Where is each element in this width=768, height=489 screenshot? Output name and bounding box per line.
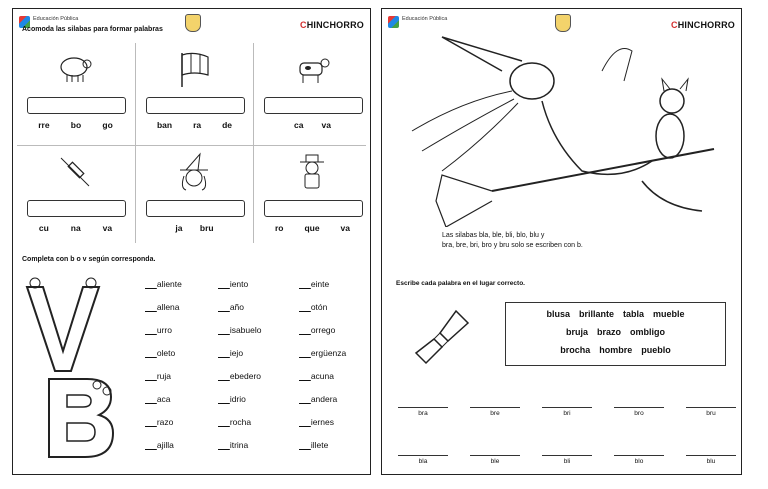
- fill-in-word[interactable]: [218, 440, 248, 450]
- word-ending: allena: [156, 302, 180, 312]
- witch-icon: [174, 152, 214, 192]
- cow-icon: [292, 49, 332, 89]
- word-ending: einte: [310, 279, 330, 289]
- word-ending: idrio: [229, 394, 246, 404]
- fill-in-word[interactable]: [145, 348, 175, 358]
- witch-on-broom-icon: [402, 31, 722, 227]
- crest-icon: [185, 14, 201, 32]
- word-bank-item: ombligo: [630, 327, 666, 337]
- answer-box[interactable]: [264, 97, 363, 114]
- syllable: ra: [193, 120, 202, 130]
- blank-line: [218, 279, 230, 289]
- word-ending: urro: [156, 325, 172, 335]
- syllable: va: [102, 223, 113, 233]
- fill-in-word[interactable]: [145, 371, 171, 381]
- word-ending: razo: [156, 417, 174, 427]
- syllable: ro: [274, 223, 284, 233]
- word-bank-item: tabla: [623, 309, 645, 319]
- syllable: cu: [38, 223, 49, 233]
- page-title: Acomoda las silabas para formar palabras: [22, 26, 163, 33]
- crest-icon: [555, 14, 571, 32]
- word-bank-item: brocha: [560, 345, 591, 355]
- logo: [19, 16, 78, 22]
- word-ending: oleto: [156, 348, 176, 358]
- blank-line: [299, 440, 311, 450]
- logo-text: Educación Pública: [33, 16, 79, 22]
- word-ending: itrina: [229, 440, 249, 450]
- word-ending: iejo: [229, 348, 244, 358]
- word-ending: aliente: [156, 279, 182, 289]
- word-bank-line: [506, 327, 725, 337]
- answer-line[interactable]: ble: [470, 455, 520, 465]
- worksheet-right: [381, 8, 742, 475]
- answer-box[interactable]: [27, 97, 126, 114]
- blank-line: [299, 394, 311, 404]
- syringe-icon: [55, 152, 95, 192]
- brand-name: [300, 20, 364, 30]
- section-title: Completa con b o v según corresponda.: [22, 256, 156, 263]
- syllable: go: [102, 120, 113, 130]
- syllables: [136, 120, 253, 130]
- word-bank-item: hombre: [599, 345, 633, 355]
- word-bank: [505, 302, 726, 366]
- word-ending: acuna: [310, 371, 334, 381]
- answer-box[interactable]: [27, 200, 126, 217]
- fill-in-word[interactable]: [218, 325, 261, 335]
- word-ending: ebedero: [229, 371, 262, 381]
- answer-box[interactable]: [146, 97, 245, 114]
- word-ending: ajilla: [156, 440, 174, 450]
- fill-in-word[interactable]: [145, 394, 171, 404]
- answer-line[interactable]: bre: [470, 407, 520, 417]
- answer-box[interactable]: [146, 200, 245, 217]
- brand-rest: HINCHORRO: [306, 20, 364, 30]
- brand-prefix: C: [670, 20, 678, 30]
- fill-in-word[interactable]: [218, 348, 243, 358]
- syllable: bru: [199, 223, 214, 233]
- word-bank-item: bruja: [565, 327, 588, 337]
- syllable: ban: [156, 120, 173, 130]
- word-ending: aca: [156, 394, 171, 404]
- word-bank-line: [506, 309, 725, 319]
- word-ending: iento: [229, 279, 249, 289]
- flag-icon: [174, 49, 214, 89]
- word-ending: iernes: [310, 417, 334, 427]
- blank-line: [218, 417, 230, 427]
- word-bank-item: mueble: [653, 309, 685, 319]
- exercise-cell: [254, 43, 371, 141]
- syllable: rre: [38, 120, 50, 130]
- logo: [388, 16, 447, 22]
- word-ending: andera: [310, 394, 338, 404]
- blank-line: [218, 394, 230, 404]
- fill-in-word[interactable]: [145, 440, 174, 450]
- brand-name: [671, 20, 735, 30]
- answer-box[interactable]: [264, 200, 363, 217]
- answer-line[interactable]: bli: [542, 455, 592, 465]
- word-ending: illete: [310, 440, 329, 450]
- brand-prefix: C: [299, 20, 307, 30]
- logo-text: Educación Pública: [402, 16, 448, 22]
- word-bank-item: blusa: [546, 309, 570, 319]
- instruction: Escribe cada palabra en el lugar correcto.: [396, 280, 525, 287]
- logo-mark-icon: [388, 16, 399, 28]
- word-bank-item: brillante: [578, 309, 614, 319]
- word-bank-line: [506, 345, 725, 355]
- fill-in-word[interactable]: [299, 325, 335, 335]
- sheep-icon: [55, 49, 95, 89]
- fill-in-word[interactable]: [218, 371, 261, 381]
- fill-in-word[interactable]: [299, 394, 337, 404]
- answer-line[interactable]: bro: [614, 407, 664, 417]
- blank-line: [145, 440, 157, 450]
- blank-line: [145, 302, 157, 312]
- syllables: [254, 120, 371, 130]
- blank-line: [218, 325, 230, 335]
- answer-line[interactable]: bla: [398, 455, 448, 465]
- word-ending: otón: [310, 302, 328, 312]
- syllables: [17, 223, 134, 233]
- scarecrow-icon: [292, 152, 332, 192]
- syllable: bo: [70, 120, 82, 130]
- syllables: [254, 223, 371, 233]
- paintbrush-icon: [412, 305, 474, 367]
- fill-in-word[interactable]: [218, 394, 246, 404]
- answer-line[interactable]: blo: [614, 455, 664, 465]
- fill-in-word[interactable]: [299, 348, 346, 358]
- syllable: ca: [294, 120, 304, 130]
- blank-line: [218, 302, 230, 312]
- exercise-cell: [136, 146, 253, 244]
- fill-in-word[interactable]: [299, 302, 327, 312]
- blank-line: [218, 371, 230, 381]
- fill-in-word[interactable]: [145, 302, 180, 312]
- fill-in-word[interactable]: [145, 417, 173, 427]
- blank-line: [145, 325, 157, 335]
- blank-line: [145, 394, 157, 404]
- answer-line[interactable]: bri: [542, 407, 592, 417]
- fill-in-word[interactable]: [218, 279, 248, 289]
- exercise-cell: [17, 43, 134, 141]
- fill-in-word[interactable]: [299, 417, 334, 427]
- fill-in-word[interactable]: [299, 279, 329, 289]
- syllable-note: [442, 231, 583, 251]
- note-line: Las silabas bla, ble, bli, blo, blu y: [442, 232, 545, 239]
- word-ending: rocha: [229, 417, 252, 427]
- fill-in-word[interactable]: [299, 371, 334, 381]
- blank-line: [299, 279, 311, 289]
- syllable: que: [304, 223, 320, 233]
- letters-vb-icon: [19, 273, 133, 465]
- fill-in-word[interactable]: [218, 417, 251, 427]
- blank-line: [299, 325, 311, 335]
- blank-line: [299, 348, 311, 358]
- syllable: de: [222, 120, 232, 130]
- exercise-cell: [254, 146, 371, 244]
- word-bank-item: pueblo: [641, 345, 671, 355]
- exercise-cell: [17, 146, 134, 244]
- syllable: va: [340, 223, 350, 233]
- blank-line: [299, 302, 311, 312]
- blank-line: [299, 417, 311, 427]
- answer-line[interactable]: bru: [686, 407, 736, 417]
- syllables: [17, 120, 134, 130]
- blank-line: [145, 417, 157, 427]
- word-ending: orrego: [310, 325, 336, 335]
- blank-line: [299, 371, 311, 381]
- syllables: [136, 223, 253, 233]
- note-line: bra, bre, bri, bro y bru solo se escriben con b.: [442, 242, 583, 249]
- fill-in-word[interactable]: [145, 279, 182, 289]
- blank-line: [145, 279, 157, 289]
- answer-line[interactable]: bra: [398, 407, 448, 417]
- blank-line: [218, 440, 230, 450]
- word-bank-item: brazo: [597, 327, 622, 337]
- answer-line[interactable]: blu: [686, 455, 736, 465]
- word-ending: ruja: [156, 371, 171, 381]
- blank-line: [218, 348, 230, 358]
- syllable: na: [70, 223, 81, 233]
- syllable: ja: [175, 223, 183, 233]
- blank-line: [145, 371, 157, 381]
- syllable: va: [321, 120, 331, 130]
- word-ending: isabuelo: [229, 325, 262, 335]
- brand-rest: HINCHORRO: [677, 20, 735, 30]
- exercise-cell: [136, 43, 253, 141]
- fill-in-word[interactable]: [299, 440, 328, 450]
- blank-line: [145, 348, 157, 358]
- fill-in-word[interactable]: [145, 325, 172, 335]
- word-ending: año: [229, 302, 244, 312]
- fill-in-word[interactable]: [218, 302, 244, 312]
- worksheet-left: [12, 8, 371, 475]
- word-ending: ergüenza: [310, 348, 347, 358]
